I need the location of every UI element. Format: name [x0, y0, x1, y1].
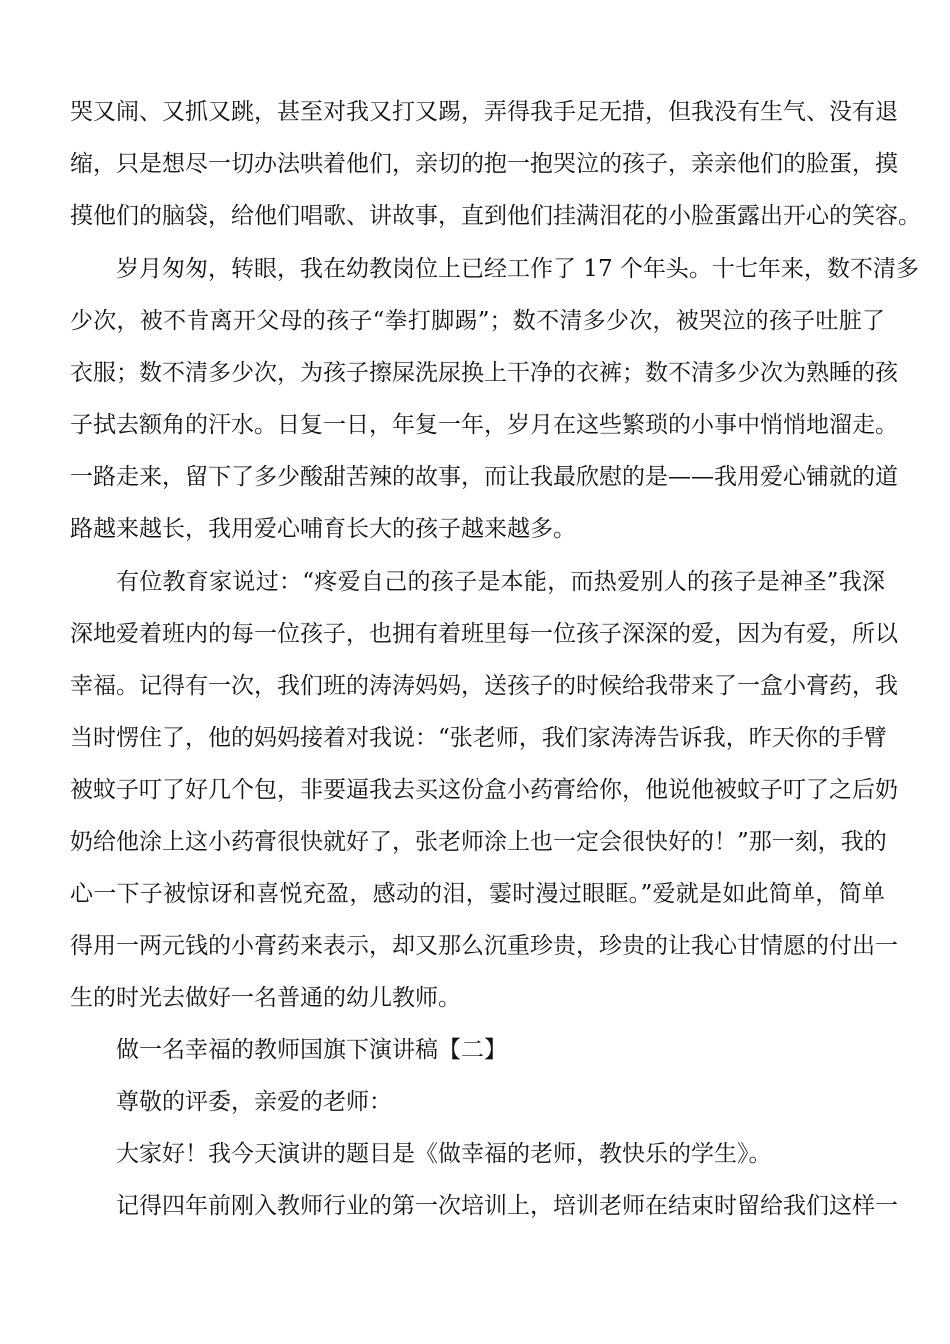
text-line: 一路走来，留下了多少酸甜苦辣的故事，而让我最欣慰的是——我用爱心铺就的道: [70, 464, 898, 490]
text-line: 少次，被不肯离开父母的孩子“拳打脚踢”；数不清多少次，被哭泣的孩子吐脏了: [70, 308, 885, 334]
text-line: 生的时光去做好一名普通的幼儿教师。: [70, 985, 461, 1011]
text-line: 得用一两元钱的小膏药来表示，却又那么沉重珍贵，珍贵的让我心甘情愿的付出一: [70, 933, 898, 959]
paragraph-start-line: 有位教育家说过：“疼爱自己的孩子是本能，而热爱别人的孩子是神圣”我深: [116, 569, 885, 595]
text-line: 路越来越长，我用爱心哺育长大的孩子越来越多。: [70, 516, 576, 542]
text-line: 心一下子被惊讶和喜悦充盈，感动的泪，霎时漫过眼眶。”爱就是如此简单，简单: [70, 881, 885, 907]
text-line: 被蚊子叮了好几个包，非要逼我去买这份盒小药膏给你，他说他被蚊子叮了之后奶: [70, 777, 898, 803]
text-line: 幸福。记得有一次，我们班的涛涛妈妈，送孩子的时候给我带来了一盒小膏药，我: [70, 673, 898, 699]
salutation: 尊敬的评委，亲爱的老师：: [116, 1089, 392, 1115]
text-line: 当时愣住了，他的妈妈接着对我说：“张老师，我们家涛涛告诉我，昨天你的手臂: [70, 725, 887, 751]
text-line: 衣服；数不清多少次，为孩子擦屎洗尿换上干净的衣裤；数不清多少次为熟睡的孩: [70, 360, 898, 386]
text-line: 缩，只是想尽一切办法哄着他们，亲切的抱一抱哭泣的孩子，亲亲他们的脸蛋，摸: [70, 151, 898, 177]
text-line: 哭又闹、又抓又跳，甚至对我又打又踢，弄得我手足无措，但我没有生气、没有退: [70, 99, 898, 125]
greeting-line: 大家好！我今天演讲的题目是《做幸福的老师，教快乐的学生》。: [116, 1141, 772, 1167]
paragraph-start-line: 记得四年前刚入教师行业的第一次培训上，培训老师在结束时留给我们这样一: [116, 1193, 898, 1219]
text-line: 摸他们的脑袋，给他们唱歌、讲故事，直到他们挂满泪花的小脸蛋露出开心的笑容。: [70, 203, 921, 229]
text-line: 深地爱着班内的每一位孩子，也拥有着班里每一位孩子深深的爱，因为有爱，所以: [70, 621, 898, 647]
paragraph-start-line: 岁月匆匆，转眼，我在幼教岗位上已经工作了 17 个年头。十七年来，数不清多: [116, 256, 919, 282]
text-line: 子拭去额角的汗水。日复一日，年复一年，岁月在这些繁琐的小事中悄悄地溜走。: [70, 412, 898, 438]
section-heading: 做一名幸福的教师国旗下演讲稿【二】: [116, 1037, 507, 1063]
text-line: 奶给他涂上这小药膏很快就好了，张老师涂上也一定会很快好的！”那一刻，我的: [70, 829, 887, 855]
